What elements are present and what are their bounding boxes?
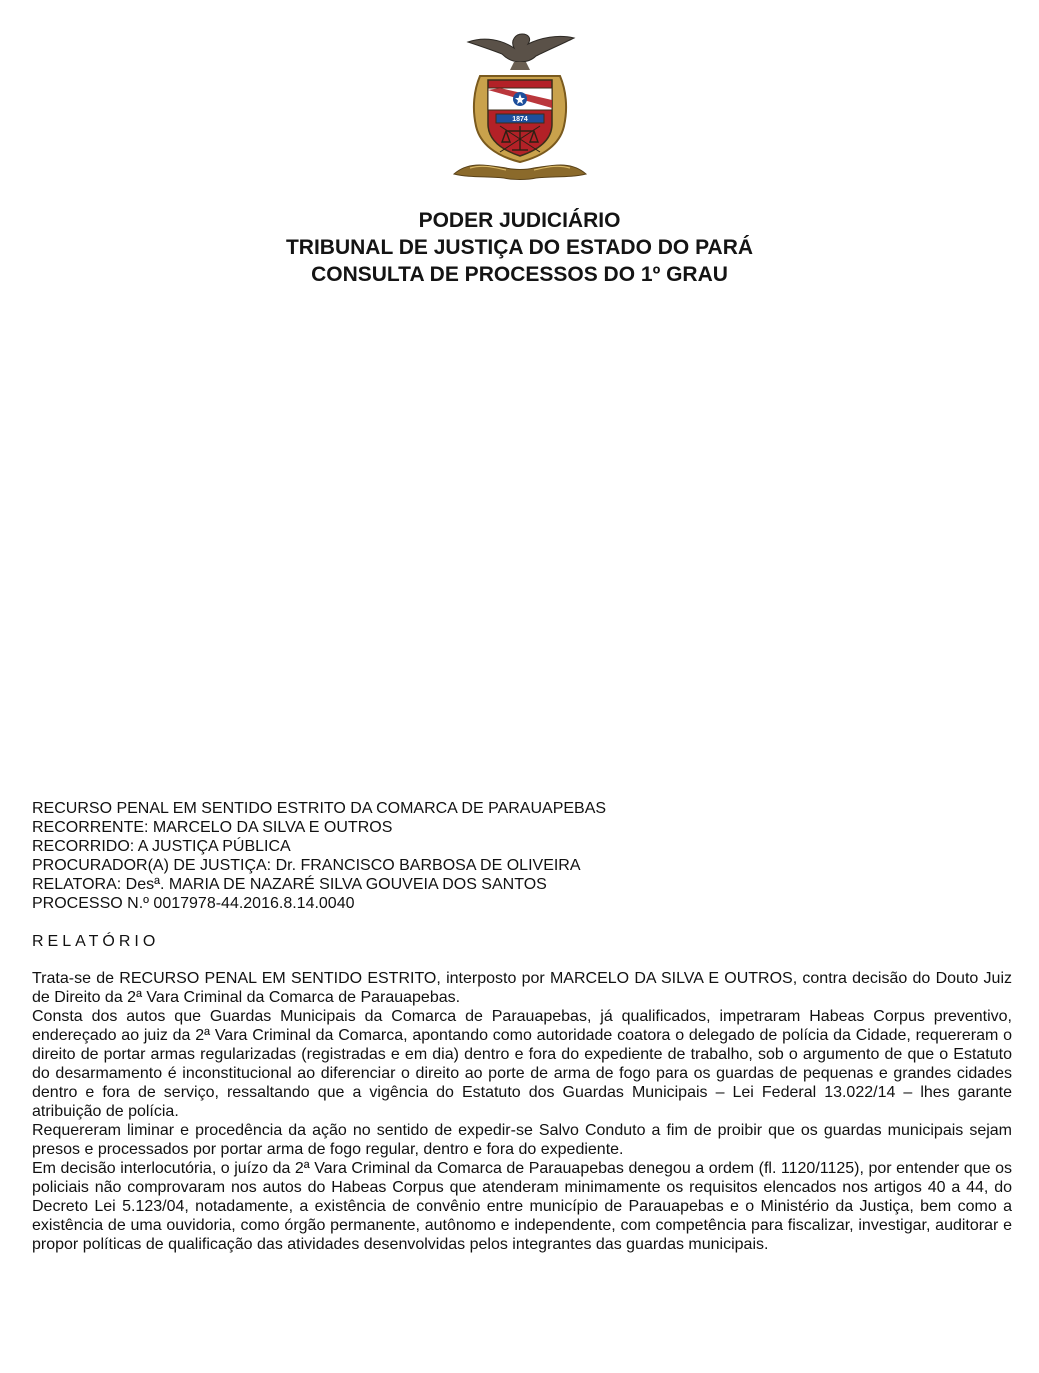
case-number: PROCESSO N.º 0017978-44.2016.8.14.0040: [32, 895, 355, 912]
paragraph: Consta dos autos que Guardas Municipais da Comarca de Parauapebas, já qualificados, impetraram Habeas Corpus preventivo, endereçado ao juiz da 2ª Vara Criminal da Comarca, apontando como autoridade coatora o delegado de polícia da Cidade, requereram o direito de portar armas regularizadas (registradas e em dia) dentro e fora do expediente de trabalho, sob o argumento de que o Estatuto do desarmamento é inconstitucional ao diferenciar o direito ao porte de arma de fogo para os guardas de pequenas e grandes cidades dentro e fora de serviço, ressaltando que a vigência do Estatuto dos Guardas Municipais – Lei Federal 13.022/14 – lhes garante atribuição de polícia.: [32, 1008, 1012, 1120]
case-rapporteur: RELATORA: Desª. MARIA DE NAZARÉ SILVA GOUVEIA DOS SANTOS: [32, 876, 547, 893]
section-title-relatorio: RELATÓRIO: [32, 933, 160, 950]
header-line-consulta: CONSULTA DE PROCESSOS DO 1º GRAU: [311, 263, 728, 286]
eagle-icon: [468, 34, 574, 70]
emblem-year: 1874: [512, 116, 528, 123]
header-line-tribunal: TRIBUNAL DE JUSTIÇA DO ESTADO DO PARÁ: [285, 236, 754, 259]
case-appellant: RECORRENTE: MARCELO DA SILVA E OUTROS: [32, 819, 393, 836]
case-type: RECURSO PENAL EM SENTIDO ESTRITO DA COMARCA DE PARAUAPEBAS: [32, 800, 607, 817]
court-coat-of-arms-icon: [440, 28, 600, 188]
document-header: [0, 207, 1039, 288]
paragraph: Requereram liminar e procedência da ação no sentido de expedir-se Salvo Conduto a fim de proibir que os guardas municipais sejam presos e processados por portar arma de fogo regular, dentro e fora do expediente.: [32, 1122, 1012, 1158]
case-prosecutor: PROCURADOR(A) DE JUSTIÇA: Dr. FRANCISCO BARBOSA DE OLIVEIRA: [32, 857, 581, 874]
report-body: [32, 969, 1012, 1254]
paragraph: Trata-se de RECURSO PENAL EM SENTIDO ESTRITO, interposto por MARCELO DA SILVA E OUTROS, contra decisão do Douto Juiz de Direito da 2ª Vara Criminal da Comarca de Parauapebas.: [32, 970, 1012, 1006]
case-info-block: [32, 799, 1012, 913]
case-appellee: RECORRIDO: A JUSTIÇA PÚBLICA: [32, 838, 291, 855]
header-line-poder-judiciario: PODER JUDICIÁRIO: [418, 209, 621, 232]
paragraph: Em decisão interlocutória, o juízo da 2ª Vara Criminal da Comarca de Parauapebas denegou a ordem (fl. 1120/1125), por entender que os policiais não comprovaram nos autos do Habeas Corpus que atenderam minimamente os requisitos elencados nos artigos 40 a 44, do Decreto Lei 5.123/04, notadamente, a existência de convênio entre município de Parauapebas e o Ministério da Justiça, bem como a existência de uma ouvidoria, como órgão permanente, autônomo e independente, com competência para fiscalizar, investigar, auditorar e propor políticas de qualificação das atividades desenvolvidas pelos integrantes das guardas municipais.: [32, 1160, 1012, 1253]
